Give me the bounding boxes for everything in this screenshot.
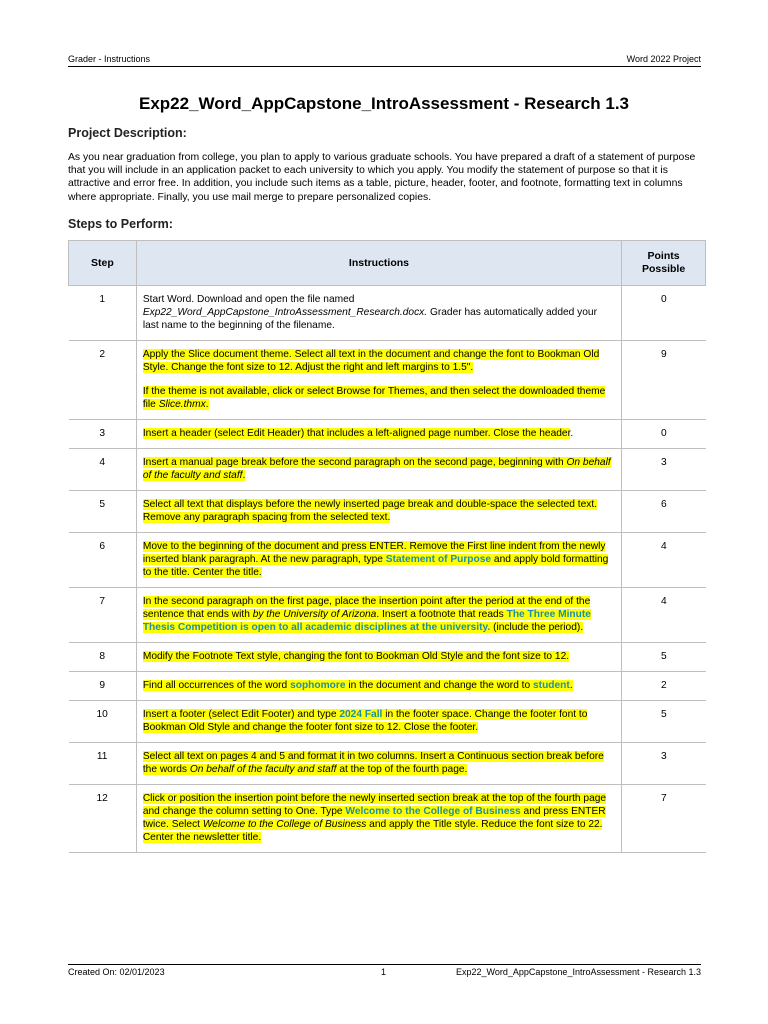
step-points: 4 [622, 588, 706, 643]
step-points: 9 [622, 341, 706, 420]
step-number: 12 [69, 785, 137, 853]
instruction-text: Move to the beginning of the document and press ENTER. Remove the First line indent from the newly inserted blank paragraph. At the new paragraph, type [142, 541, 606, 565]
instruction-text: Insert a manual page break before the second paragraph on the second page, beginning with [142, 457, 567, 468]
instruction-text: Insert a footer (select Edit Footer) and type [142, 709, 340, 720]
table-row [69, 491, 706, 533]
instruction-text: Modify the Footnote Text style, changing the font to Bookman Old Style and the font size to 12. [142, 651, 570, 662]
table-row [69, 701, 706, 743]
step-instructions [136, 286, 621, 341]
footer-doc-title: Exp22_Word_AppCapstone_IntroAssessment - Research 1.3 [456, 967, 701, 977]
instruction-italic: On behalf of the faculty and staff [189, 764, 337, 775]
instruction-text: Click or position the insertion point before the newly inserted section break at the top of the fourth page and change the column setting to One. Type [142, 793, 607, 817]
step-instructions [136, 785, 621, 853]
instruction-text: . [242, 470, 246, 481]
col-points-header [622, 241, 706, 286]
step-points: 0 [622, 420, 706, 449]
page-footer [68, 964, 701, 979]
instruction-text: . [205, 399, 209, 410]
col-points-line2: Possible [641, 263, 686, 275]
instruction-italic: by the University of Arizona [252, 609, 377, 620]
table-row [69, 588, 706, 643]
step-instructions [136, 491, 621, 533]
step-number: 7 [69, 588, 137, 643]
step-points: 0 [622, 286, 706, 341]
instruction-text: Grader has automatically added your last name to the beginning of the filename. [142, 307, 597, 331]
instruction-filename: Slice.thmx [158, 399, 206, 410]
table-row [69, 449, 706, 491]
instruction-text: and apply bold formatting to the title. Center the title. [142, 554, 609, 578]
instruction-text: (include the period). [490, 622, 584, 633]
instruction-text: and apply the Title style. Reduce the font size to 22. Center the newsletter title. [142, 819, 603, 843]
instruction-text: in the footer space. Change the footer font to Bookman Old Style and change the footer font size to 12. Close the footer. [142, 709, 588, 733]
instruction-text: . [570, 428, 574, 439]
instruction-text: at the top of the fourth page. [336, 764, 468, 775]
page-header [68, 54, 701, 67]
step-instructions [136, 588, 621, 643]
instruction-text: If the theme is not available, click or select Browse for Themes, and then select the downloaded theme file [142, 386, 606, 410]
header-right: Word 2022 Project [626, 54, 701, 64]
step-number: 2 [69, 341, 137, 420]
step-points: 3 [622, 449, 706, 491]
instruction-keyword: Welcome to the College of Business [345, 806, 521, 817]
step-number: 9 [69, 672, 137, 701]
instruction-keyword: student [533, 680, 570, 691]
steps-table [68, 240, 706, 853]
step-instructions [136, 643, 621, 672]
header-left: Grader - Instructions [68, 54, 151, 64]
instruction-text: Find all occurrences of the word [142, 680, 291, 691]
instruction-text: and press ENTER twice. Select [142, 806, 606, 830]
table-header-row [69, 241, 706, 286]
instruction-filename: Exp22_Word_AppCapstone_IntroAssessment_Research.docx. [142, 307, 428, 318]
step-instructions [136, 341, 621, 420]
step-instructions [136, 533, 621, 588]
step-instructions [136, 420, 621, 449]
table-row [69, 785, 706, 853]
table-row [69, 672, 706, 701]
step-points: 4 [622, 533, 706, 588]
footer-created-on: Created On: 02/01/2023 [68, 967, 165, 977]
instruction-text: Apply the Slice document theme. Select all text in the document and change the font to Bookman Old Style. Change the font size to 12. Adjust the right and left margins to 1.5". [142, 349, 600, 373]
table-row [69, 743, 706, 785]
table-row [69, 341, 706, 420]
col-points-line1: Points [647, 250, 680, 262]
step-instructions [136, 701, 621, 743]
table-row [69, 286, 706, 341]
col-step-header: Step [69, 241, 137, 286]
step-instructions [136, 672, 621, 701]
instruction-text: . Insert a footnote that reads [376, 609, 507, 620]
instruction-text: in the document and change the word to [345, 680, 534, 691]
project-description-heading: Project Description: [68, 126, 187, 140]
step-number: 6 [69, 533, 137, 588]
instruction-keyword: The Three Minute Thesis Competition is open to all academic disciplines at the university. [142, 609, 591, 633]
instruction-italic: On behalf of the faculty and staff [142, 457, 611, 481]
instruction-text: Select all text on pages 4 and 5 and format it in two columns. Insert a Continuous section break before the words [142, 751, 604, 775]
steps-heading: Steps to Perform: [68, 217, 173, 231]
instruction-text: Start Word. Download and open the file named [142, 294, 355, 305]
step-points: 2 [622, 672, 706, 701]
step-number: 10 [69, 701, 137, 743]
step-points: 6 [622, 491, 706, 533]
step-number: 3 [69, 420, 137, 449]
step-points: 5 [622, 643, 706, 672]
project-description: As you near graduation from college, you plan to apply to various graduate schools. You have prepared a draft of a statement of purpose that you will include in an application packet to each university to which you apply. You modify the statement of purpose so that it is attractive and error free. In addition, you include such items as a table, picture, header, footer, and footnote, formatting text in columns where appropriate. Finally, you use mail merge to prepare personalized copies. [68, 152, 696, 203]
document-title: Exp22_Word_AppCapstone_IntroAssessment - Research 1.3 [138, 94, 630, 113]
instruction-text: . [569, 680, 573, 691]
step-number: 4 [69, 449, 137, 491]
step-number: 1 [69, 286, 137, 341]
step-instructions [136, 449, 621, 491]
instruction-text: In the second paragraph on the first page, place the insertion point after the period at the end of the sentence that ends with [142, 596, 591, 620]
step-number: 8 [69, 643, 137, 672]
step-points: 5 [622, 701, 706, 743]
instruction-keyword: sophomore [290, 680, 346, 691]
instruction-text: Insert a header (select Edit Header) that includes a left-aligned page number. Close the header [142, 428, 571, 439]
table-row [69, 643, 706, 672]
instruction-text: Select all text that displays before the newly inserted page break and double-space the selected text. Remove any paragraph spacing from the selected text. [142, 499, 598, 523]
step-number: 11 [69, 743, 137, 785]
table-row [69, 420, 706, 449]
col-instructions-header: Instructions [136, 241, 621, 286]
instruction-keyword: 2024 Fall [339, 709, 383, 720]
step-points: 3 [622, 743, 706, 785]
step-instructions [136, 743, 621, 785]
table-row [69, 533, 706, 588]
footer-page-number: 1 [381, 967, 387, 977]
instruction-italic: Welcome to the College of Business [202, 819, 367, 830]
instruction-keyword: Statement of Purpose [385, 554, 492, 565]
step-number: 5 [69, 491, 137, 533]
step-points: 7 [622, 785, 706, 853]
